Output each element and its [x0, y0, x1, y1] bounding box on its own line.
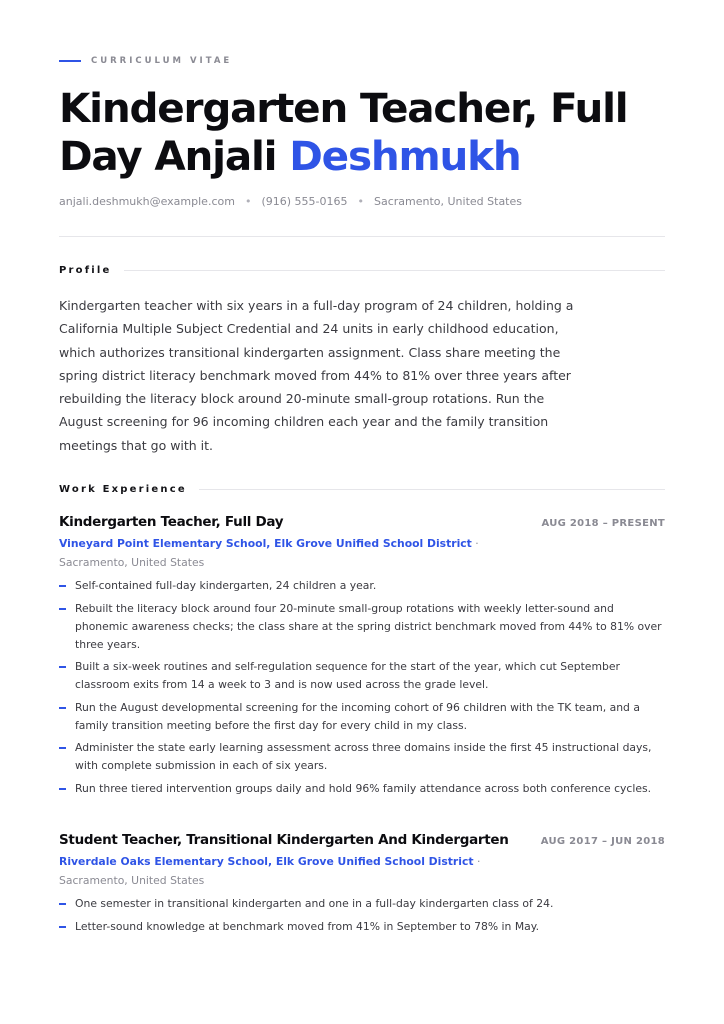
job-organization: Riverdale Oaks Elementary School, Elk Grove Unified School District [59, 855, 474, 868]
bullet-text: One semester in transitional kindergarten and one in a full-day kindergarten class of 24. [75, 897, 554, 910]
job-dates: AUG 2018 – PRESENT [541, 518, 665, 529]
header-divider [59, 236, 665, 237]
contact-location: Sacramento, United States [373, 195, 522, 208]
section-divider [124, 270, 665, 271]
contact-email: anjali.deshmukh@example.com [59, 195, 235, 208]
bullet-text: Rebuilt the literacy block around four 20-minute small-group rotations with weekly letter-sound and phonemic awareness checks; the class share at the spring district benchmark moved from 44% to 81% over three years. [75, 601, 662, 651]
job-org-line [59, 852, 539, 890]
dash-icon [59, 903, 66, 905]
bullet-item [59, 739, 665, 775]
profile-text: Kindergarten teacher with six years in a full-day program of 24 children, holding a California Multiple Subject Credential and 24 units in early childhood education, which authorizes transitional kindergarten assignment. Class share meeting the spring district literacy benchmark moved from 44% to 81% over three years after rebuilding the literacy block around 20-minute small-group rotations. Run the August screening for 96 incoming children each year and the family transition meetings that go with it. [59, 298, 574, 453]
contact-line [59, 195, 522, 208]
dash-icon [59, 666, 66, 668]
bullet-item [59, 918, 665, 936]
job-bullets [59, 577, 665, 798]
job-entry [59, 832, 665, 940]
dash-icon [59, 707, 66, 709]
bullet-text: Run three tiered intervention groups daily and hold 96% family attendance across both conference cycles. [75, 781, 652, 795]
bullet-item [59, 699, 665, 735]
eyebrow-rule [59, 60, 81, 62]
bullet-item [59, 600, 665, 654]
contact-separator: • [244, 195, 252, 208]
bullet-item [59, 658, 665, 694]
dash-icon [59, 585, 66, 587]
job-location: · Sacramento, United States [59, 855, 481, 887]
profile-heading [59, 265, 665, 276]
contact-phone: (916) 555-0165 [261, 195, 348, 208]
name-accent: Deshmukh [289, 132, 521, 180]
name-part1: Kindergarten Teacher, Full Day Anjali [59, 84, 628, 180]
page-title [59, 84, 665, 180]
job-title: Kindergarten Teacher, Full Day [59, 514, 284, 530]
dash-icon [59, 788, 66, 790]
job-org-line [59, 534, 539, 572]
experience-heading [59, 484, 665, 495]
job-title: Student Teacher, Transitional Kindergarten And Kindergarten [59, 832, 509, 848]
job-dates: AUG 2017 – JUN 2018 [540, 836, 665, 847]
bullet-text: Run the August developmental screening for the incoming cohort of 96 children with the TK team, and a family transition meeting before the first day for every child in my class. [75, 700, 640, 732]
bullet-item [59, 780, 665, 798]
profile-heading-label: Profile [59, 265, 112, 276]
bullet-text: Self-contained full-day kindergarten, 24 children a year. [75, 579, 377, 592]
bullet-text: Built a six-week routines and self-regulation sequence for the start of the year, which cut September classroom exits from 14 a week to 3 and is now used across the grade level. [75, 660, 620, 691]
eyebrow-label: CURRICULUM VITAE [91, 56, 233, 66]
experience-heading-label: Work Experience [59, 484, 187, 495]
contact-separator: • [357, 195, 364, 208]
bullet-text: Administer the state early learning assessment across three domains inside the first 45 instructional days, with complete submission in each of six years. [75, 741, 652, 772]
bullet-item [59, 577, 665, 595]
job-bullets [59, 895, 665, 936]
eyebrow [59, 56, 232, 66]
bullet-text: Letter-sound knowledge at benchmark moved from 41% in September to 78% in May. [75, 919, 540, 933]
dash-icon [59, 608, 66, 610]
section-divider [199, 489, 665, 490]
job-organization: Vineyard Point Elementary School, Elk Grove Unified School District [59, 537, 472, 550]
job-entry [59, 514, 665, 802]
dash-icon [59, 747, 66, 749]
dash-icon [59, 926, 66, 928]
job-location: · Sacramento, United States [59, 537, 479, 569]
bullet-item [59, 895, 665, 913]
